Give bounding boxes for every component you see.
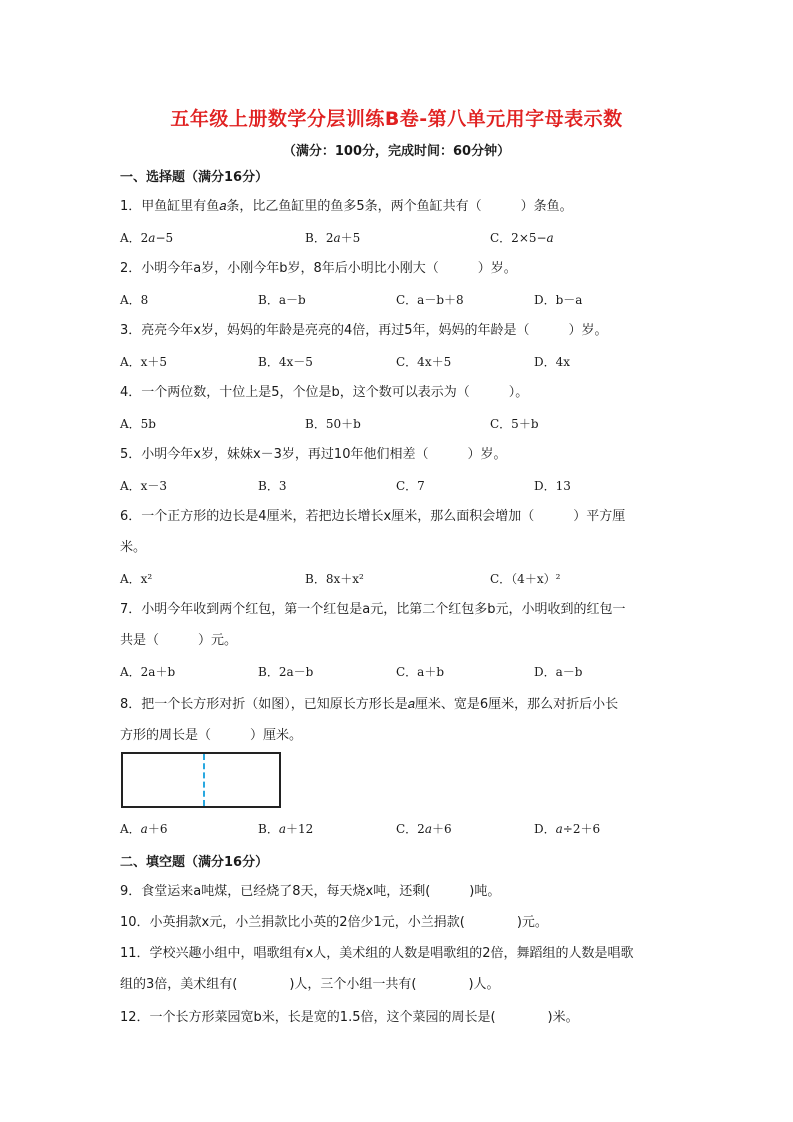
question-4-line-1: 4．一个两位数，十位上是5，个位是b，这个数可以表示为（ ）。 — [120, 385, 529, 400]
q6-option-b[interactable]: B．8x＋x² — [305, 572, 364, 586]
question-11-line-2: 组的3倍，美术组有( )人，三个小组一共有( )人。 — [120, 977, 500, 992]
page-subtitle: （满分：100分，完成时间：60分钟） — [282, 144, 511, 159]
q1-option-b[interactable]: B．2𝑎＋5 — [305, 231, 361, 245]
q6-option-a[interactable]: A．x² — [120, 572, 153, 586]
question-10 — [120, 907, 680, 938]
question-1-line-1: 1．甲鱼缸里有鱼𝑎条，比乙鱼缸里的鱼多5条，两个鱼缸共有（ ）条鱼。 — [120, 199, 573, 214]
question-5-options — [120, 477, 680, 497]
page-title: 五年级上册数学分层训练B卷-第八单元用字母表示数 — [170, 108, 623, 130]
q8-option-d[interactable]: D．𝑎÷2＋6 — [534, 822, 601, 836]
section-choice-heading: 一、选择题（满分16分） — [120, 170, 269, 185]
question-6-line-1: 6．一个正方形的边长是4厘米，若把边长增长x厘米，那么面积会增加（ ）平方厘 — [120, 509, 626, 524]
question-10-line-1: 10．小英捐款x元，小兰捐款比小英的2倍少1元，小兰捐款( )元。 — [120, 915, 548, 930]
q2-option-b[interactable]: B．a－b — [258, 293, 306, 307]
question-3-line-1: 3．亮亮今年x岁，妈妈的年龄是亮亮的4倍，再过5年，妈妈的年龄是（ ）岁。 — [120, 323, 608, 338]
q4-option-a[interactable]: A．5b — [120, 417, 156, 431]
question-9-line-1: 9．食堂运来a吨煤，已经烧了8天，每天烧x吨，还剩( )吨。 — [120, 884, 501, 899]
question-6 — [120, 501, 680, 563]
q7-option-a[interactable]: A．2a＋b — [120, 665, 176, 679]
question-11-line-1: 11．学校兴趣小组中，唱歌组有x人，美术组的人数是唱歌组的2倍，舞蹈组的人数是唱歌 — [120, 946, 634, 961]
q3-option-c[interactable]: C．4x＋5 — [396, 355, 452, 369]
q8-option-b[interactable]: B．𝑎＋12 — [258, 822, 314, 836]
section-fill-heading: 二、填空题（满分16分） — [120, 855, 269, 870]
question-8-options — [120, 820, 680, 840]
question-1 — [120, 191, 680, 222]
question-6-line-2: 米。 — [120, 540, 147, 555]
question-8-line-2: 方形的周长是（ ）厘米。 — [120, 728, 303, 743]
question-5 — [120, 439, 680, 470]
question-7 — [120, 594, 680, 656]
q3-option-a[interactable]: A．x＋5 — [120, 355, 168, 369]
question-9 — [120, 876, 680, 907]
question-2-line-1: 2．小明今年a岁，小刚今年b岁，8年后小明比小刚大（ ）岁。 — [120, 261, 517, 276]
q7-option-c[interactable]: C．a＋b — [396, 665, 445, 679]
q7-option-d[interactable]: D．a－b — [534, 665, 583, 679]
question-12 — [120, 1002, 680, 1033]
q8-option-a[interactable]: A．𝑎＋6 — [120, 822, 168, 836]
question-7-options — [120, 663, 680, 683]
question-2 — [120, 253, 680, 284]
q5-option-b[interactable]: B．3 — [258, 479, 287, 493]
question-4 — [120, 377, 680, 408]
folded-rectangle-figure — [121, 752, 281, 808]
q4-option-c[interactable]: C．5＋b — [490, 417, 539, 431]
fold-line — [203, 754, 205, 806]
question-4-options — [120, 415, 680, 435]
q2-option-a[interactable]: A．8 — [120, 293, 149, 307]
question-11 — [120, 938, 680, 1000]
q1-option-a[interactable]: A．2𝑎−5 — [120, 231, 174, 245]
q5-option-a[interactable]: A．x－3 — [120, 479, 168, 493]
q7-option-b[interactable]: B．2a－b — [258, 665, 314, 679]
q1-option-c[interactable]: C．2×5−𝑎 — [490, 231, 554, 245]
question-6-options — [120, 570, 680, 590]
question-12-line-1: 12．一个长方形菜园宽b米，长是宽的1.5倍，这个菜园的周长是( )米。 — [120, 1010, 579, 1025]
question-2-options — [120, 291, 680, 311]
q8-option-c[interactable]: C．2𝑎＋6 — [396, 822, 452, 836]
question-3 — [120, 315, 680, 346]
question-7-line-1: 7．小明今年收到两个红包，第一个红包是a元，比第二个红包多b元，小明收到的红包一 — [120, 602, 626, 617]
question-3-options — [120, 353, 680, 373]
q6-option-c[interactable]: C．（4＋x）² — [490, 572, 561, 586]
question-8 — [120, 689, 680, 751]
q5-option-c[interactable]: C．7 — [396, 479, 425, 493]
question-7-line-2: 共是（ ）元。 — [120, 633, 238, 648]
question-1-options — [120, 229, 680, 249]
question-5-line-1: 5．小明今年x岁，妹妹x－3岁，再过10年他们相差（ ）岁。 — [120, 447, 507, 462]
q3-option-d[interactable]: D．4x — [534, 355, 571, 369]
q3-option-b[interactable]: B．4x－5 — [258, 355, 313, 369]
q2-option-d[interactable]: D．b－a — [534, 293, 583, 307]
q5-option-d[interactable]: D．13 — [534, 479, 571, 493]
question-8-line-1: 8．把一个长方形对折（如图），已知原长方形长是𝑎厘米、宽是6厘米，那么对折后小长 — [120, 697, 619, 712]
q2-option-c[interactable]: C．a－b＋8 — [396, 293, 464, 307]
q4-option-b[interactable]: B．50＋b — [305, 417, 361, 431]
